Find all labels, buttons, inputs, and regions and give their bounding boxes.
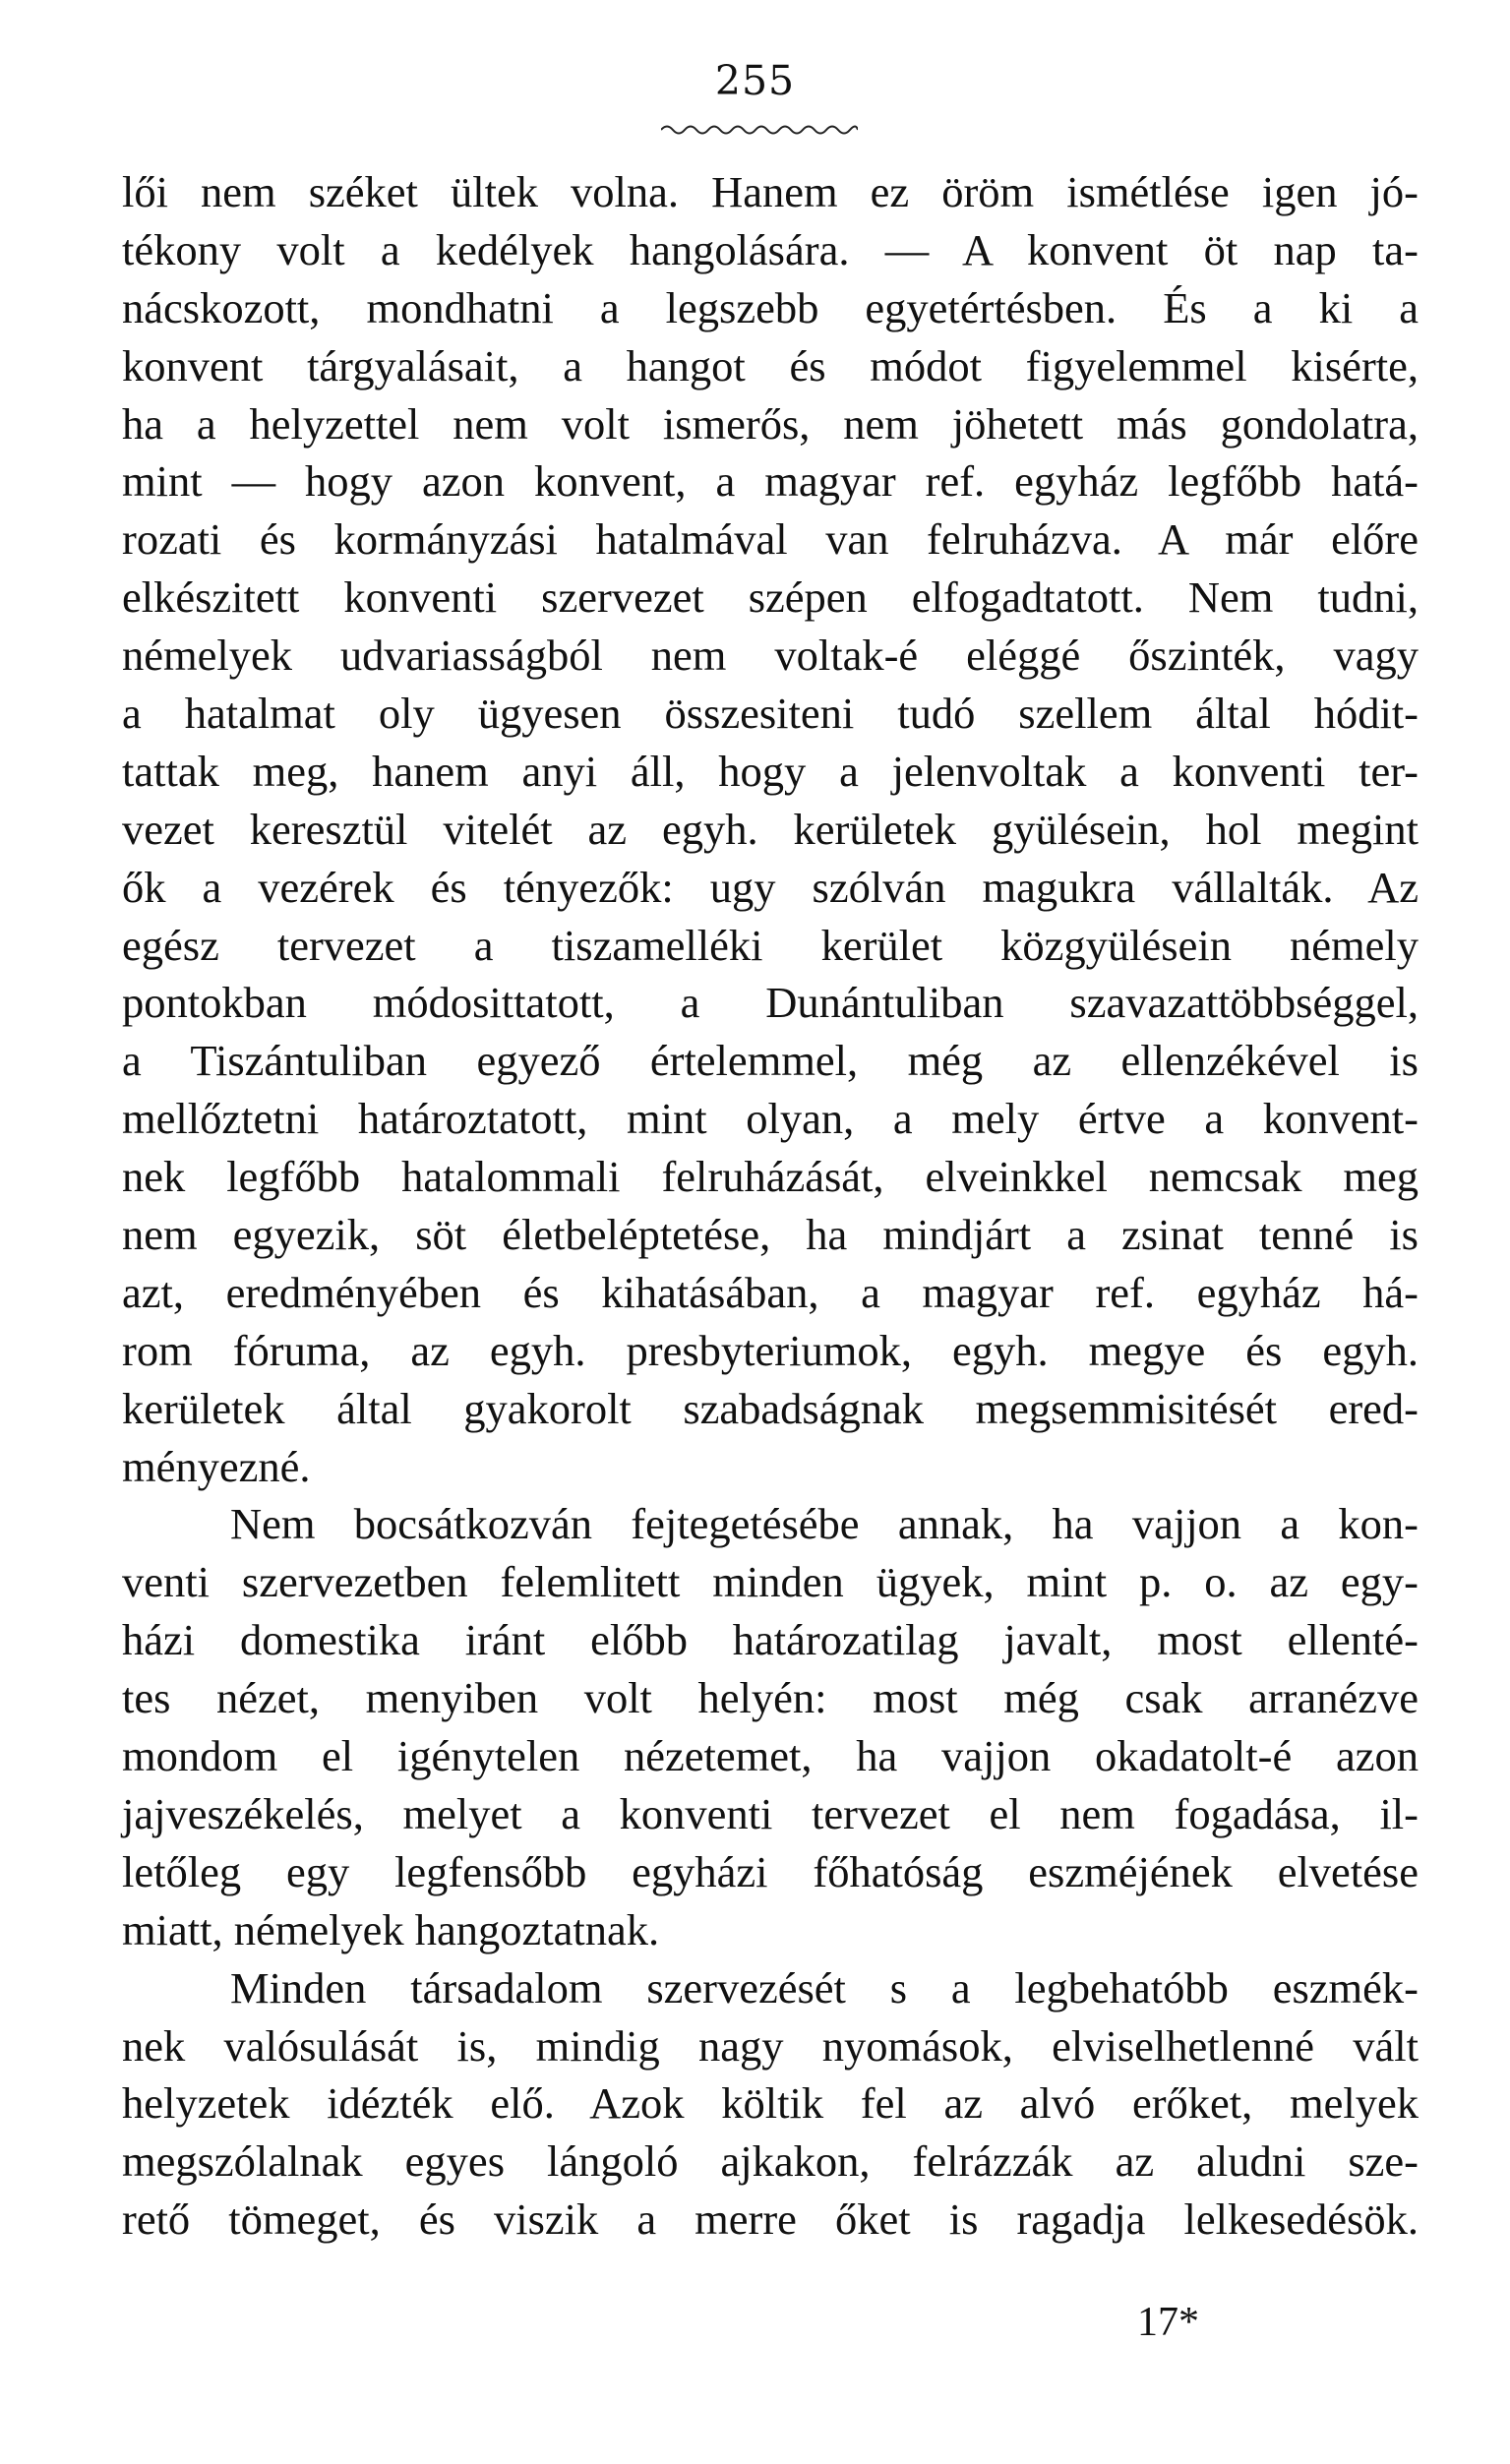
text-line: házi domestika iránt előbb határozatilag javalt, most ellenté- (122, 1615, 1419, 1665)
text-line: Minden társadalom szervezését s a legbehatóbb eszmék- (230, 1962, 1419, 2013)
text-line: nek legfőbb hatalommali felruházását, elveinkkel nemcsak meg (122, 1152, 1419, 1202)
text-line: pontokban módosittatott, a Dunántuliban szavazattöbbséggel, (122, 978, 1419, 1028)
text-line: konvent tárgyalásait, a hangot és módot figyelemmel kisérte, (122, 340, 1419, 391)
text-line: ők a vezérek és tényezők: ugy szólván magukra vállalták. Az (122, 862, 1419, 912)
text-line: ha a helyzettel nem volt ismerős, nem jöhetett más gondolatra, (122, 398, 1419, 449)
text-line: rom fóruma, az egyh. presbyteriumok, egyh. megye és egyh. (122, 1325, 1419, 1375)
text-line: mellőztetni határoztatott, mint olyan, a mely értve a konvent- (122, 1094, 1419, 1144)
page-number: 255 (714, 57, 796, 104)
text-line: tékony volt a kedélyek hangolására. — A konvent öt nap ta- (122, 224, 1419, 274)
text-line: tattak meg, hanem anyi áll, hogy a jelenvoltak a konventi ter- (122, 746, 1419, 796)
wavy-underline (661, 127, 858, 134)
text-line: vezet keresztül vitelét az egyh. kerületek gyülésein, hol megint (122, 804, 1419, 854)
body-text (122, 163, 1419, 2249)
text-line: nek valósulását is, mindig nagy nyomások, elviselhetlenné vált (122, 2020, 1419, 2071)
text-line: mint — hogy azon konvent, a magyar ref. egyház legfőbb hatá- (122, 456, 1419, 507)
text-line: lői nem széket ültek volna. Hanem ez öröm ismétlése igen jó- (122, 167, 1419, 216)
text-line: a hatalmat oly ügyesen összesiteni tudó szellem által hódit- (122, 689, 1419, 739)
text-line: mondom el igénytelen nézetemet, ha vajjon okadatolt-é azon (122, 1731, 1419, 1781)
text-line: rozati és kormányzási hatalmával van felruházva. A már előre (122, 514, 1419, 565)
text-line: rető tömeget, és viszik a merre őket is ragadja lelkesedésök. (122, 2194, 1419, 2245)
signature-mark: 17* (1137, 2300, 1199, 2345)
text-line: tes nézet, menyiben volt helyén: most még csak arranézve (122, 1673, 1419, 1723)
text-line: nem egyezik, söt életbeléptetése, ha mindjárt a zsinat tenné is (122, 1210, 1419, 1260)
text-line: azt, eredményében és kihatásában, a magyar ref. egyház há- (122, 1267, 1419, 1317)
text-line: elkészitett konventi szervezet szépen elfogadtatott. Nem tudni, (122, 572, 1419, 623)
text-line: megszólalnak egyes lángoló ajkakon, felrázzák az aludni sze- (122, 2136, 1419, 2187)
text-line: ményezné. (122, 1441, 311, 1491)
page-number-ornament (661, 119, 858, 141)
text-line: jajveszékelés, melyet a konventi tervezet el nem fogadása, il- (122, 1788, 1419, 1838)
text-line: letőleg egy legfensőbb egyházi főhatóság eszméjének elvetése (122, 1846, 1419, 1896)
text-line: egész tervezet a tiszamelléki kerület közgyülésein némely (122, 920, 1419, 970)
text-line: a Tiszántuliban egyező értelemmel, még az ellenzékével is (122, 1036, 1419, 1086)
text-line: helyzetek idézték elő. Azok költik fel az alvó erőket, melyek (122, 2078, 1419, 2129)
text-line: némelyek udvariasságból nem voltak-é eléggé őszinték, vagy (122, 631, 1419, 681)
text-line: kerületek által gyakorolt szabadságnak megsemmisitését ered- (122, 1383, 1419, 1433)
text-line: nácskozott, mondhatni a legszebb egyetértésben. És a ki a (122, 282, 1419, 332)
text-line: Nem bocsátkozván fejtegetésébe annak, ha vajjon a kon- (230, 1499, 1419, 1549)
text-line: miatt, némelyek hangoztatnak. (122, 1904, 660, 1954)
text-line: venti szervezetben felemlitett minden ügyek, mint p. o. az egy- (122, 1557, 1419, 1607)
